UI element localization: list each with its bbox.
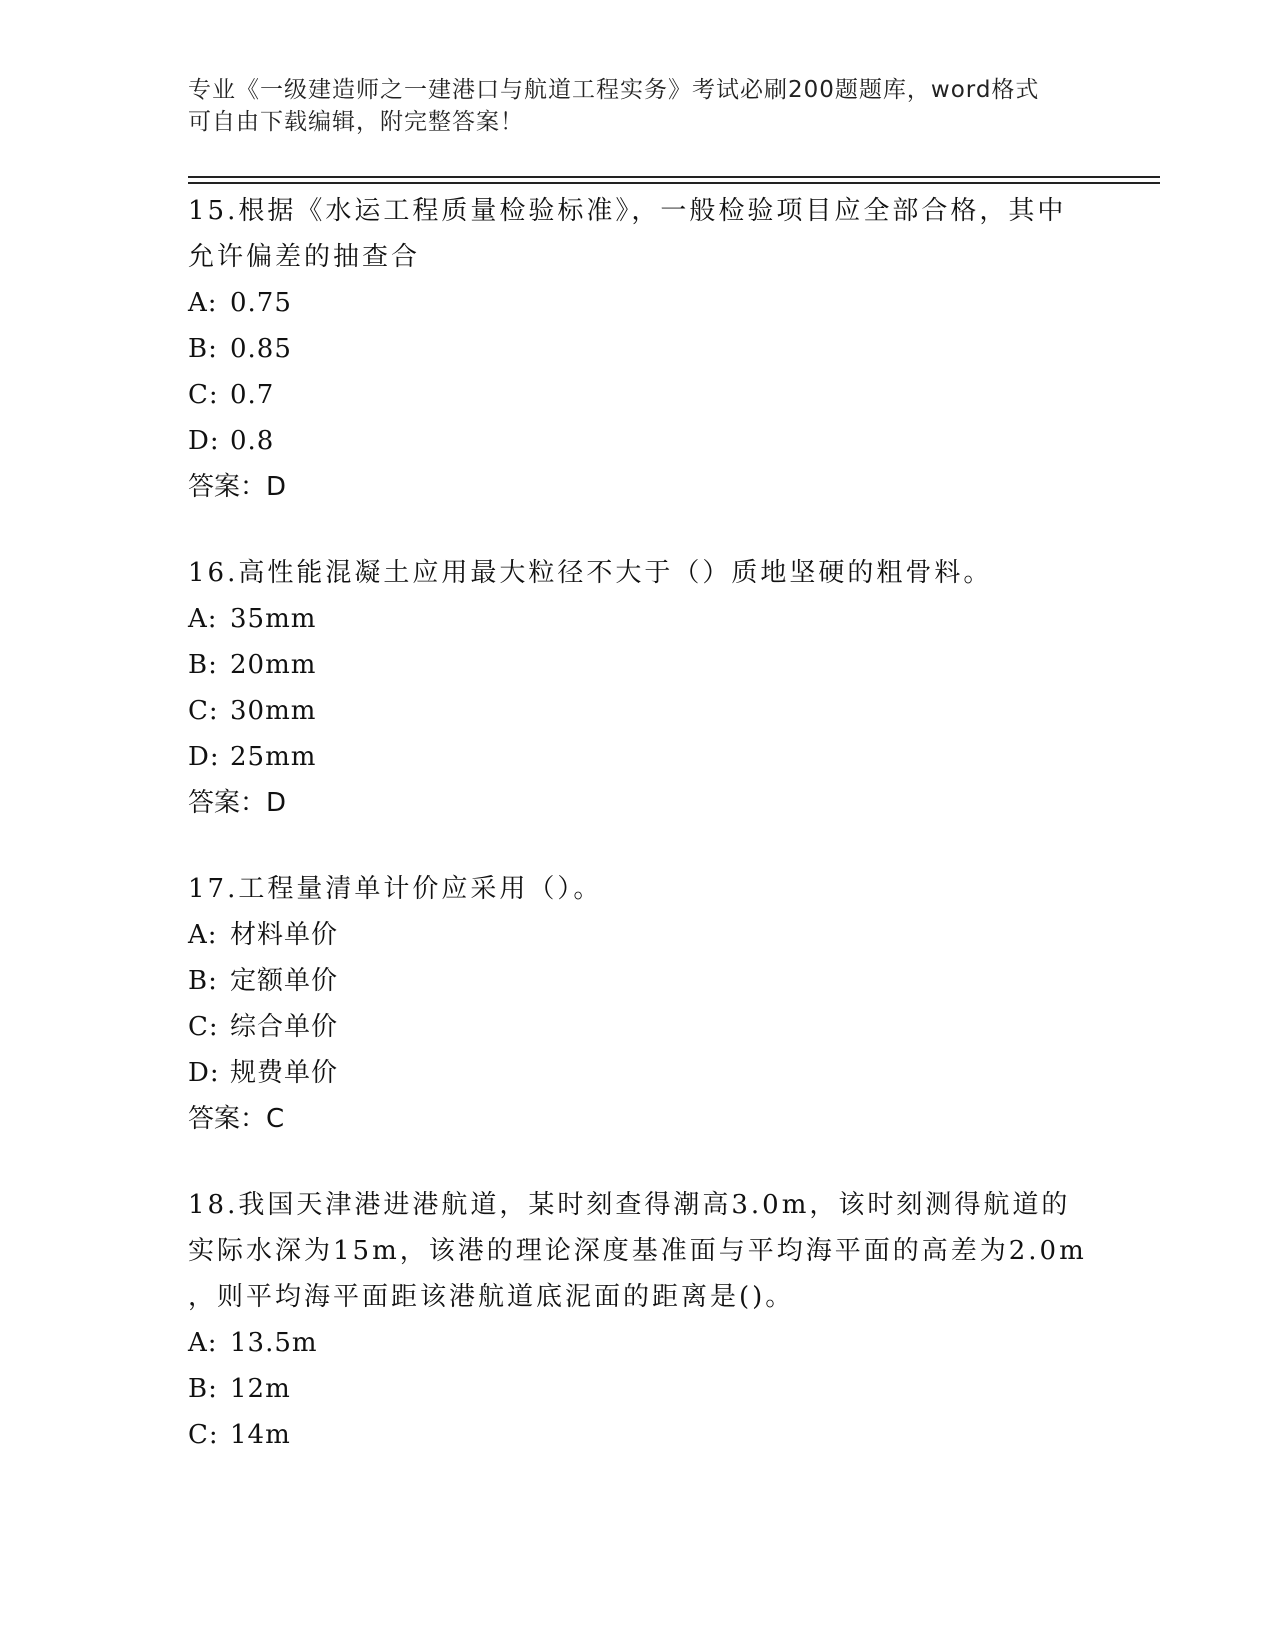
question-text-line: 16.高性能混凝土应用最大粒径不大于（）质地坚硬的粗骨料。	[188, 558, 993, 588]
option-text: 定额单价	[230, 966, 339, 996]
option-letter: A:	[188, 288, 218, 318]
option-letter: B:	[188, 650, 218, 680]
option-text: 0.7	[230, 380, 275, 410]
answer-option	[188, 418, 1088, 464]
option-letter: B:	[188, 1374, 218, 1404]
question-block	[188, 866, 1088, 1142]
question-block	[188, 1182, 1088, 1458]
header-divider-top	[188, 176, 1160, 178]
question-text-line: ，则平均海平面距该港航道底泥面的距离是()。	[188, 1282, 795, 1312]
answer-key: 答案：D	[188, 472, 287, 502]
option-letter: D:	[188, 742, 220, 772]
question-text-line: 18.我国天津港进港航道，某时刻查得潮高3.0m，该时刻测得航道的	[188, 1190, 1071, 1220]
header-line-2: 可自由下载编辑，附完整答案！	[188, 109, 524, 135]
answer-option	[188, 642, 1088, 688]
option-text: 材料单价	[230, 920, 339, 950]
option-letter: D:	[188, 1058, 220, 1088]
option-text: 12m	[230, 1374, 291, 1404]
header-line-1: 专业《一级建造师之一建港口与航道工程实务》考试必刷200题题库，word格式	[188, 77, 1040, 103]
answer-option	[188, 1412, 1088, 1458]
option-letter: B:	[188, 334, 218, 364]
option-text: 13.5m	[230, 1328, 318, 1358]
answer-option	[188, 734, 1088, 780]
answer-option	[188, 326, 1088, 372]
answer-key: 答案：D	[188, 788, 287, 818]
option-text: 25mm	[230, 742, 317, 772]
option-text: 20mm	[230, 650, 317, 680]
answer-option	[188, 1050, 1088, 1096]
option-letter: A:	[188, 604, 218, 634]
option-letter: D:	[188, 426, 220, 456]
answer-option	[188, 912, 1088, 958]
option-letter: A:	[188, 1328, 218, 1358]
question-block	[188, 188, 1088, 510]
answer-option	[188, 372, 1088, 418]
option-letter: C:	[188, 1012, 219, 1042]
answer-option	[188, 1004, 1088, 1050]
document-header	[188, 74, 1088, 138]
question-text-line: 15.根据《水运工程质量检验标准》，一般检验项目应全部合格，其中	[188, 196, 1067, 226]
answer-option	[188, 596, 1088, 642]
question-text-line: 17.工程量清单计价应采用（）。	[188, 874, 603, 904]
answer-option	[188, 1320, 1088, 1366]
question-list	[188, 188, 1088, 1498]
answer-key: 答案：C	[188, 1104, 285, 1134]
answer-option	[188, 958, 1088, 1004]
question-text-line: 允许偏差的抽查合	[188, 242, 421, 272]
answer-option	[188, 280, 1088, 326]
option-letter: C:	[188, 380, 219, 410]
option-letter: B:	[188, 966, 218, 996]
option-text: 综合单价	[230, 1012, 339, 1042]
option-letter: C:	[188, 1420, 219, 1450]
option-text: 35mm	[230, 604, 317, 634]
option-text: 0.8	[230, 426, 275, 456]
option-text: 0.85	[230, 334, 292, 364]
option-letter: C:	[188, 696, 219, 726]
answer-option	[188, 1366, 1088, 1412]
question-text-line: 实际水深为15m，该港的理论深度基准面与平均海平面的高差为2.0m	[188, 1236, 1087, 1266]
option-text: 规费单价	[230, 1058, 339, 1088]
option-text: 0.75	[230, 288, 292, 318]
option-text: 14m	[230, 1420, 291, 1450]
question-block	[188, 550, 1088, 826]
option-letter: A:	[188, 920, 218, 950]
header-divider-bottom	[188, 182, 1160, 184]
option-text: 30mm	[230, 696, 317, 726]
answer-option	[188, 688, 1088, 734]
